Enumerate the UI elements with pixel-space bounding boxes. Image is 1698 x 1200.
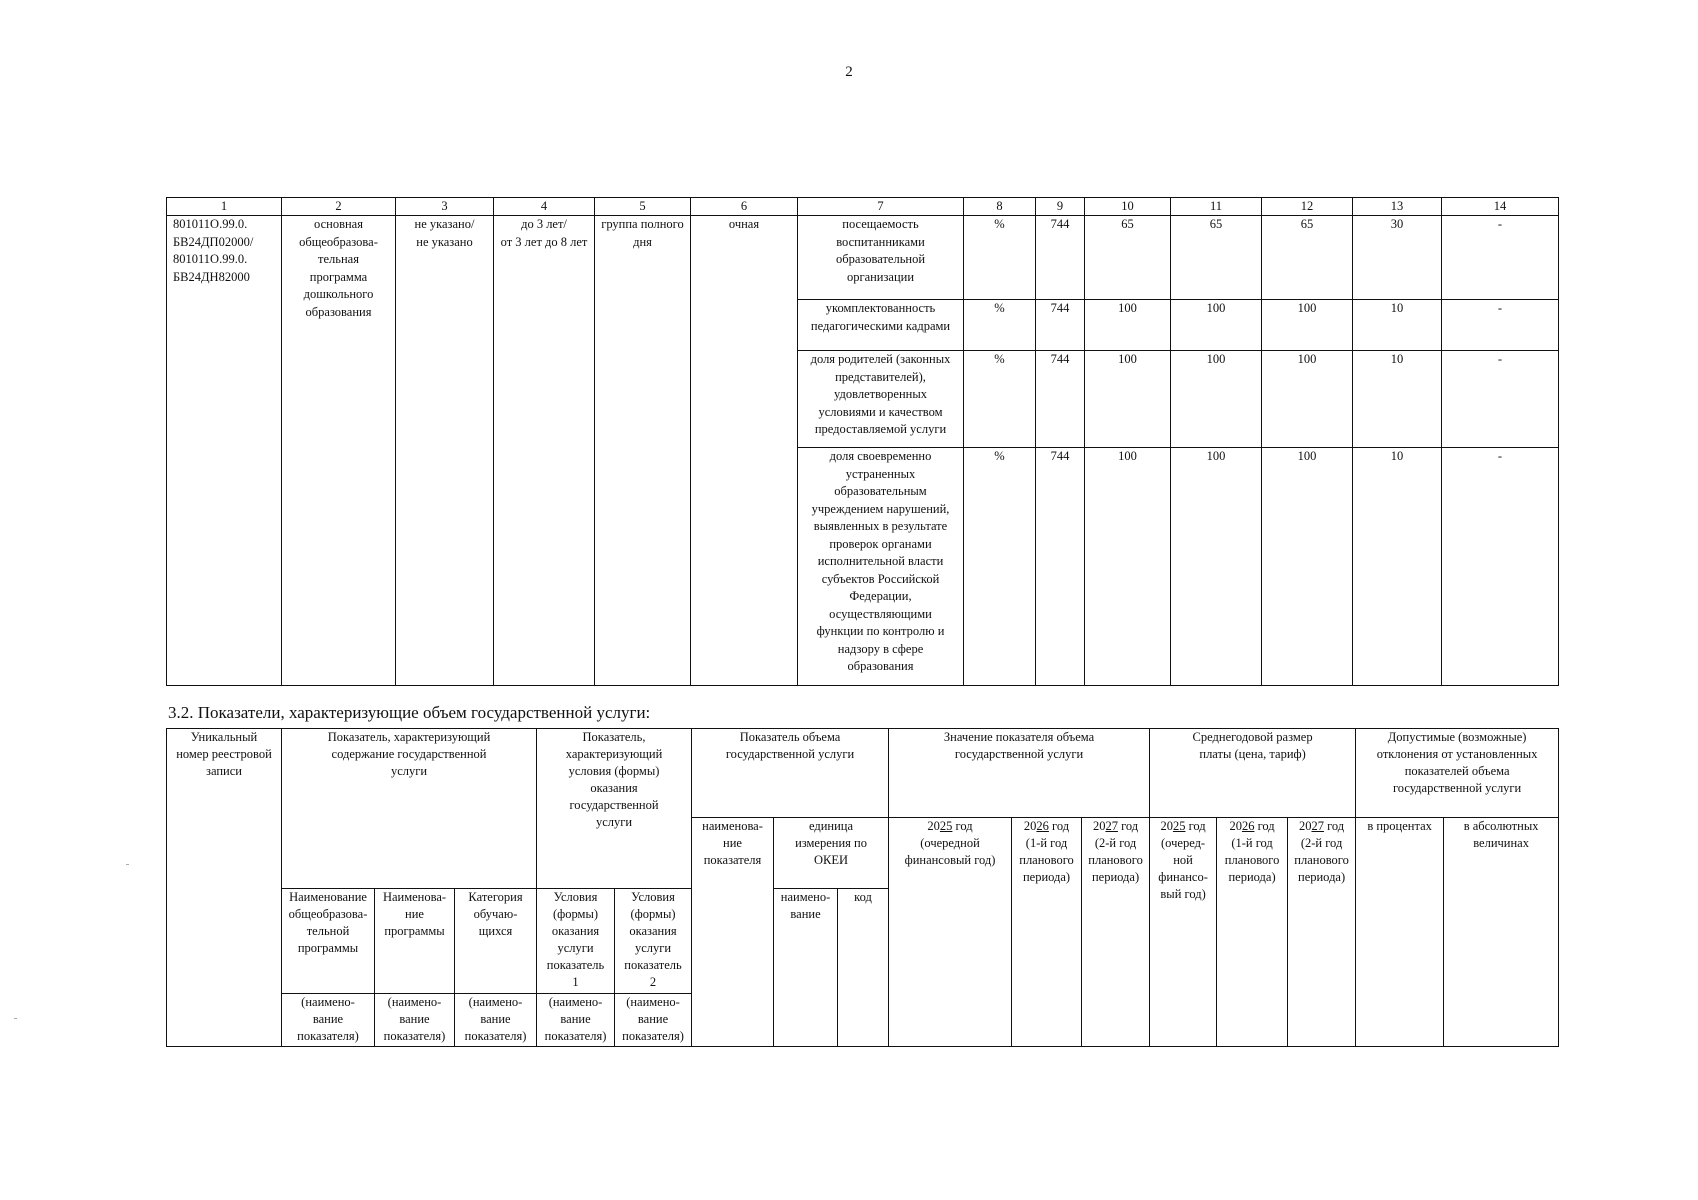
year-prefix: 20	[1160, 819, 1173, 833]
value-2026: 100	[1171, 448, 1262, 686]
col-num-14: 14	[1442, 198, 1559, 216]
year-2025-note: (очередной финансовый год)	[904, 836, 996, 867]
year-2026-label	[1024, 819, 1069, 833]
deviation-percent: 10	[1353, 351, 1442, 448]
deviation-absolute: -	[1442, 351, 1559, 448]
year-2027-note: (2-й год планового периода)	[1088, 836, 1143, 884]
unit-code: 744	[1036, 351, 1085, 448]
value-2026: 65	[1171, 216, 1262, 300]
scan-speck	[14, 1018, 17, 1019]
value-2027: 100	[1262, 300, 1353, 351]
col-num-6: 6	[691, 198, 798, 216]
fee-2025-label	[1160, 819, 1205, 833]
col-num-9: 9	[1036, 198, 1085, 216]
header-indicator-name: наименова- ние показателя	[692, 818, 774, 1047]
indicator-name: доля своевременно устраненных образовательным учреждением нарушений, выявленных в результате проверок органами исполнительной власти субъектов Российской Федерации, осуществляющими функции по контролю и надзору в сфере образования	[798, 448, 964, 686]
value-2025: 100	[1085, 300, 1171, 351]
group-cell	[595, 216, 691, 686]
page-number: 2	[845, 64, 853, 80]
year-suffix: 26	[1036, 819, 1049, 833]
year-word: год	[1323, 819, 1345, 833]
program-cell	[282, 216, 396, 686]
col-num-1: 1	[167, 198, 282, 216]
header-fee-2027	[1288, 818, 1356, 1047]
year-prefix: 20	[1092, 819, 1106, 833]
header-fee-2026	[1217, 818, 1288, 1047]
deviation-absolute: -	[1442, 448, 1559, 686]
col-num-13: 13	[1353, 198, 1442, 216]
header-unit-name: наимено- вание	[774, 889, 838, 1047]
header-content-indicator: Показатель, характеризующий содержание государственной услуги	[282, 729, 537, 889]
age-cell	[494, 216, 595, 686]
header-condition-2: Условия (формы) оказания услуги показатель 2	[615, 889, 692, 994]
deviation-percent: 10	[1353, 300, 1442, 351]
header-average-fee: Среднегодовой размер платы (цена, тариф)	[1150, 729, 1356, 818]
year-prefix: 20	[1023, 819, 1037, 833]
year-suffix: 27	[1105, 819, 1118, 833]
unit-name: %	[964, 300, 1036, 351]
year-suffix: 27	[1311, 819, 1324, 833]
placeholder-indicator-name: (наимено- вание показателя)	[375, 994, 455, 1047]
col-num-4: 4	[494, 198, 595, 216]
col-num-11: 11	[1171, 198, 1262, 216]
fee-2027-label	[1299, 819, 1344, 833]
value-2026: 100	[1171, 300, 1262, 351]
col-num-8: 8	[964, 198, 1036, 216]
age-group: до 3 лет/ от 3 лет до 8 лет	[500, 217, 588, 249]
unit-code: 744	[1036, 300, 1085, 351]
volume-indicators-table	[166, 728, 1559, 1047]
unit-name: %	[964, 351, 1036, 448]
year-prefix: 20	[1229, 819, 1242, 833]
header-registry-number: Уникальный номер реестровой записи	[167, 729, 282, 1047]
unit-code: 744	[1036, 216, 1085, 300]
deviation-percent: 10	[1353, 448, 1442, 686]
unit-name: %	[964, 448, 1036, 686]
placeholder-indicator-name: (наимено- вание показателя)	[615, 994, 692, 1047]
year-word: год	[952, 819, 973, 833]
col-num-3: 3	[396, 198, 494, 216]
value-2027: 100	[1262, 351, 1353, 448]
year-2025-label	[927, 819, 972, 833]
deviation-absolute: -	[1442, 300, 1559, 351]
indicator-name: посещаемость воспитанниками образовательной организации	[798, 216, 964, 300]
year-prefix: 20	[927, 819, 940, 833]
header-condition-1: Условия (формы) оказания услуги показатель 1	[537, 889, 615, 994]
header-fee-2025	[1150, 818, 1217, 1047]
deviation-absolute: -	[1442, 216, 1559, 300]
year-word: год	[1048, 819, 1070, 833]
header-edu-program-name: Наименование общеобразова- тельной программы	[282, 889, 375, 994]
header-program-name: Наименова- ние программы	[375, 889, 455, 994]
study-form: очная	[728, 217, 760, 231]
value-2027: 100	[1262, 448, 1353, 686]
col-num-10: 10	[1085, 198, 1171, 216]
deviation-percent: 30	[1353, 216, 1442, 300]
column-number-row	[167, 198, 1559, 216]
year-suffix: 25	[1172, 819, 1186, 833]
scan-speck	[126, 864, 129, 865]
col-num-12: 12	[1262, 198, 1353, 216]
year-word: год	[1117, 819, 1139, 833]
placeholder-indicator-name: (наимено- вание показателя)	[537, 994, 615, 1047]
year-suffix: 25	[939, 819, 953, 833]
col-num-7: 7	[798, 198, 964, 216]
value-2025: 100	[1085, 351, 1171, 448]
header-unit-code: код	[838, 889, 889, 1047]
unit-code: 744	[1036, 448, 1085, 686]
col-num-5: 5	[595, 198, 691, 216]
value-2026: 100	[1171, 351, 1262, 448]
header-volume-indicator: Показатель объема государственной услуги	[692, 729, 889, 818]
year-word: год	[1185, 819, 1206, 833]
placeholder-indicator-name: (наимено- вание показателя)	[282, 994, 375, 1047]
section-title: 3.2. Показатели, характеризующие объем государственной услуги:	[168, 703, 651, 722]
year-2027-label	[1093, 819, 1138, 833]
year-2026-note: (1-й год планового периода)	[1019, 836, 1074, 884]
header-value-2025	[889, 818, 1012, 1047]
table-row	[167, 216, 1559, 300]
value-2027: 65	[1262, 216, 1353, 300]
header-value-2026	[1012, 818, 1082, 1047]
table-header-row	[167, 729, 1559, 818]
registry-number-cell	[167, 216, 282, 686]
header-deviation: Допустимые (возможные) отклонения от установленных показателей объема государственной услуги	[1356, 729, 1559, 818]
value-2025: 65	[1085, 216, 1171, 300]
header-value: Значение показателя объема государственной услуги	[889, 729, 1150, 818]
header-deviation-absolute: в абсолютных величинах	[1444, 818, 1559, 1047]
program-name: основная общеобразова- тельная программа дошкольного образования	[299, 217, 378, 319]
col-num-2: 2	[282, 198, 396, 216]
indicator-name: доля родителей (законных представителей), удовлетворенных условиями и качеством предоставляемой услуги	[798, 351, 964, 448]
indicator-name: укомплектованность педагогическими кадрами	[798, 300, 964, 351]
unit-name: %	[964, 216, 1036, 300]
placeholder-indicator-name: (наимено- вание показателя)	[455, 994, 537, 1047]
registry-number: 801011О.99.0. БВ24ДП02000/ 801011О.99.0. БВ24ДН82000	[173, 217, 254, 284]
header-unit-okei: единица измерения по ОКЕИ	[774, 818, 889, 889]
value-2025: 100	[1085, 448, 1171, 686]
fee-2026-note: (1-й год планового периода)	[1224, 836, 1280, 884]
fee-2027-note: (2-й год планового периода)	[1294, 836, 1349, 884]
header-conditions-indicator: Показатель, характеризующий условия (формы) оказания государственной услуги	[537, 729, 692, 889]
year-prefix: 20	[1298, 819, 1312, 833]
not-specified: не указано/ не указано	[414, 217, 475, 249]
year-word: год	[1254, 819, 1275, 833]
form-cell	[691, 216, 798, 686]
quality-indicators-table	[166, 197, 1559, 686]
header-deviation-percent: в процентах	[1356, 818, 1444, 1047]
fee-2025-note: (очеред- ной финансо- вый год)	[1158, 836, 1208, 901]
group-type: группа полного дня	[601, 217, 684, 249]
header-student-category: Категория обучаю- щихся	[455, 889, 537, 994]
fee-2026-label	[1229, 819, 1274, 833]
not-specified-cell	[396, 216, 494, 686]
year-suffix: 26	[1241, 819, 1255, 833]
header-value-2027	[1082, 818, 1150, 1047]
